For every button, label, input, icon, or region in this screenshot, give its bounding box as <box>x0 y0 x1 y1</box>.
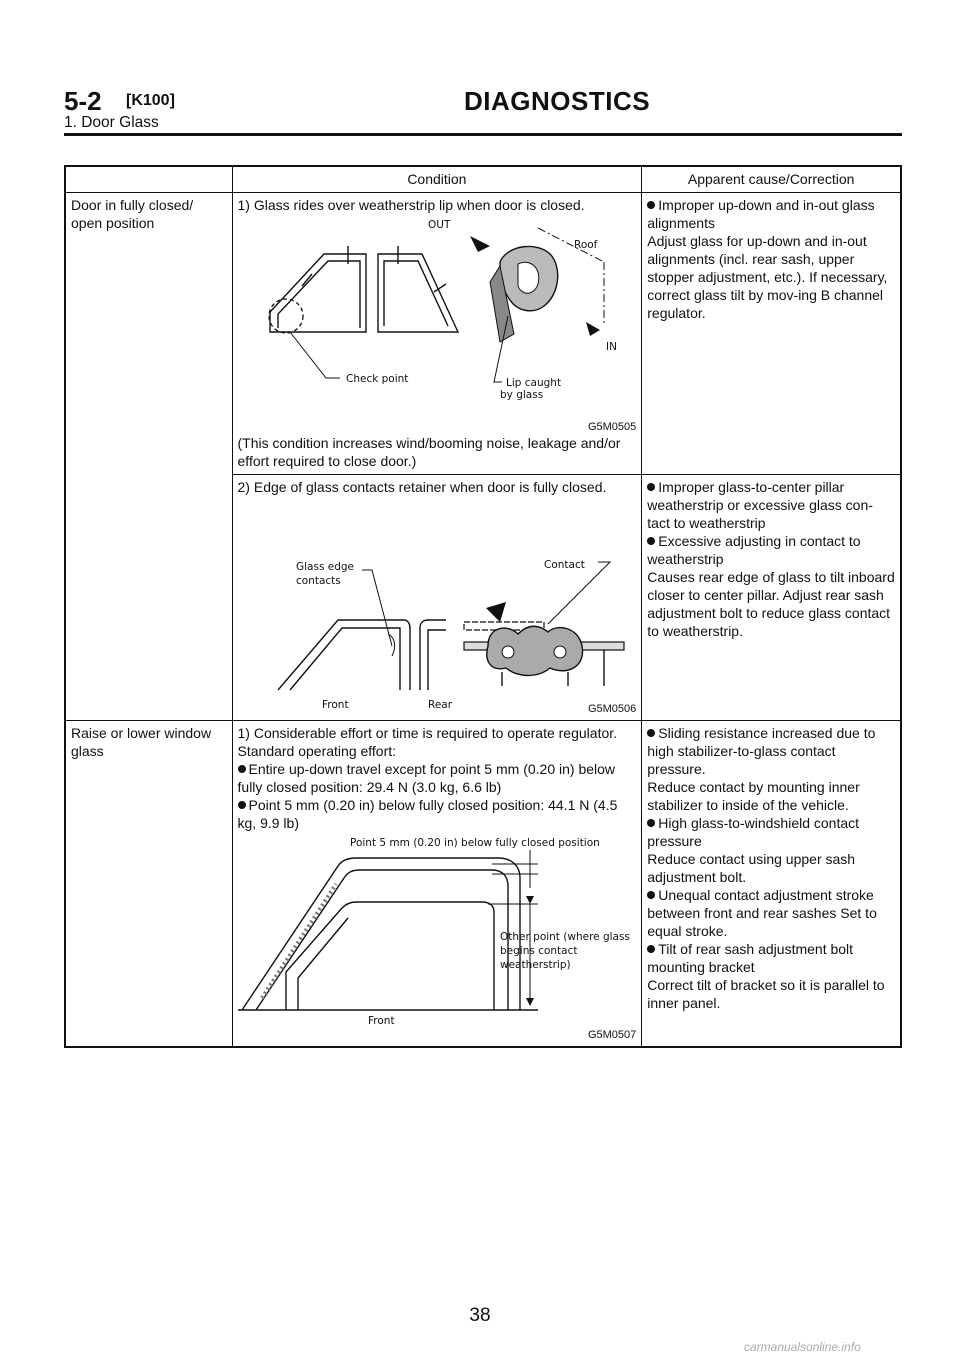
figure-operating-effort-points <box>238 832 630 1027</box>
bullet-text: Point 5 mm (0.20 in) below fully closed position: 44.1 N (4.5 kg, 9.9 lb) <box>237 797 618 831</box>
cause-cell <box>642 193 901 475</box>
cause-title: Unequal contact adjustment stroke between front and rear sashes Set to equal stroke. <box>647 887 877 939</box>
label-front: Front <box>321 699 349 711</box>
column-header-condition: Condition <box>232 166 642 193</box>
cause-correction: Reduce contact using upper sash adjustment bolt. <box>647 851 856 885</box>
cause-item <box>647 724 895 778</box>
model-code: [K100] <box>126 92 175 109</box>
watermark: carmanualsonline.info <box>744 1340 861 1354</box>
condition-text: 1) Glass rides over weatherstrip lip when door is closed. <box>237 197 585 213</box>
condition-cell <box>232 193 642 475</box>
symptom-group-door-position: Door in fully closed/ open position <box>65 193 232 721</box>
condition-bullet <box>238 796 637 832</box>
cause-title: High glass-to-windshield contact pressure <box>647 815 860 849</box>
label-other-point: Other point (where glass <box>499 931 630 943</box>
table-header-row <box>65 166 901 193</box>
bullet-text: Entire up-down travel except for point 5 mm (0.20 in) below fully closed position: 29.4 N (3.0 kg, 6.6 lb) <box>237 761 616 795</box>
label-point-5mm: Point 5 mm (0.20 in) below fully closed position <box>349 837 600 849</box>
cause-correction: Correct tilt of bracket so it is parallel to inner panel. <box>647 977 885 1011</box>
label-begins-contact: begins contact <box>499 945 577 957</box>
figure-glass-over-lip <box>238 214 626 419</box>
column-header-symptom <box>65 166 232 193</box>
bullet-icon <box>647 945 655 953</box>
condition-cell <box>232 721 642 1048</box>
bullet-icon <box>647 483 655 491</box>
label-front: Front <box>367 1015 395 1027</box>
condition-text: 2) Edge of glass contacts retainer when door is fully closed. <box>237 479 607 495</box>
cause-title: Tilt of rear sash adjustment bolt mounting bracket <box>647 941 854 975</box>
cause-cell <box>642 475 901 721</box>
cause-item <box>647 532 895 568</box>
cause-item <box>647 814 895 850</box>
condition-cell <box>232 475 642 721</box>
label-out: OUT <box>427 219 450 231</box>
bullet-icon <box>647 537 655 545</box>
cause-item <box>647 196 895 232</box>
cause-correction: Reduce contact by mounting inner stabilizer to inside of the vehicle. <box>647 779 860 813</box>
page-header <box>64 86 902 138</box>
section-number: 5-2 <box>64 86 102 116</box>
column-header-cause: Apparent cause/Correction <box>642 166 901 193</box>
label-weatherstrip: weatherstrip) <box>499 959 571 971</box>
label-roof: Roof <box>573 239 597 251</box>
cause-correction: Causes rear edge of glass to tilt inboard closer to center pillar. Adjust rear sash adjustment bolt to reduce glass contact to weatherstrip. <box>647 569 895 639</box>
page-number: 38 <box>469 1305 491 1326</box>
bullet-icon <box>647 201 655 209</box>
bullet-icon <box>647 729 655 737</box>
cause-item <box>647 886 895 940</box>
label-by-glass: by glass <box>499 389 543 401</box>
cause-cell <box>642 721 901 1048</box>
bullet-icon <box>647 819 655 827</box>
label-lip-caught: Lip caught <box>505 377 561 389</box>
figure-code: G5M0507 <box>587 1029 637 1041</box>
cause-item <box>647 478 895 532</box>
figure-code: G5M0506 <box>587 703 637 715</box>
header-divider <box>64 133 902 136</box>
symptom-group-window-operation: Raise or lower window glass <box>65 721 232 1048</box>
cause-title: Improper up-down and in-out glass alignments <box>647 197 875 231</box>
bullet-icon <box>238 801 246 809</box>
label-rear: Rear <box>427 699 452 711</box>
cause-title: Sliding resistance increased due to high stabilizer-to-glass contact pressure. <box>647 725 876 777</box>
diagnostics-table <box>64 165 902 1048</box>
condition-text: 1) Considerable effort or time is required to operate regulator. Standard operating effort: <box>237 725 618 759</box>
section-subtitle: 1. Door Glass <box>64 114 159 131</box>
cause-item <box>647 940 895 976</box>
condition-bullet <box>238 760 637 796</box>
label-contact: Contact <box>543 559 585 571</box>
table-row <box>65 193 901 475</box>
bullet-icon <box>647 891 655 899</box>
label-check-point: Check point <box>345 373 408 385</box>
label-glass-edge: Glass edge <box>295 561 354 573</box>
label-contacts: contacts <box>295 575 341 587</box>
figure-code: G5M0505 <box>587 421 637 433</box>
page-title: DIAGNOSTICS <box>464 86 651 116</box>
cause-title: Excessive adjusting in contact to weatherstrip <box>647 533 861 567</box>
bullet-icon <box>238 765 246 773</box>
table-row <box>65 721 901 1048</box>
cause-correction: Adjust glass for up-down and in-out alignments (incl. rear sash, upper stopper adjustment, etc.). If necessary, correct glass tilt by mov-ing B channel regulator. <box>647 233 888 321</box>
condition-note: (This condition increases wind/booming noise, leakage and/or effort required to close door.) <box>237 435 621 469</box>
label-in: IN <box>605 341 617 353</box>
cause-title: Improper glass-to-center pillar weatherstrip or excessive glass con-tact to weatherstrip <box>647 479 873 531</box>
